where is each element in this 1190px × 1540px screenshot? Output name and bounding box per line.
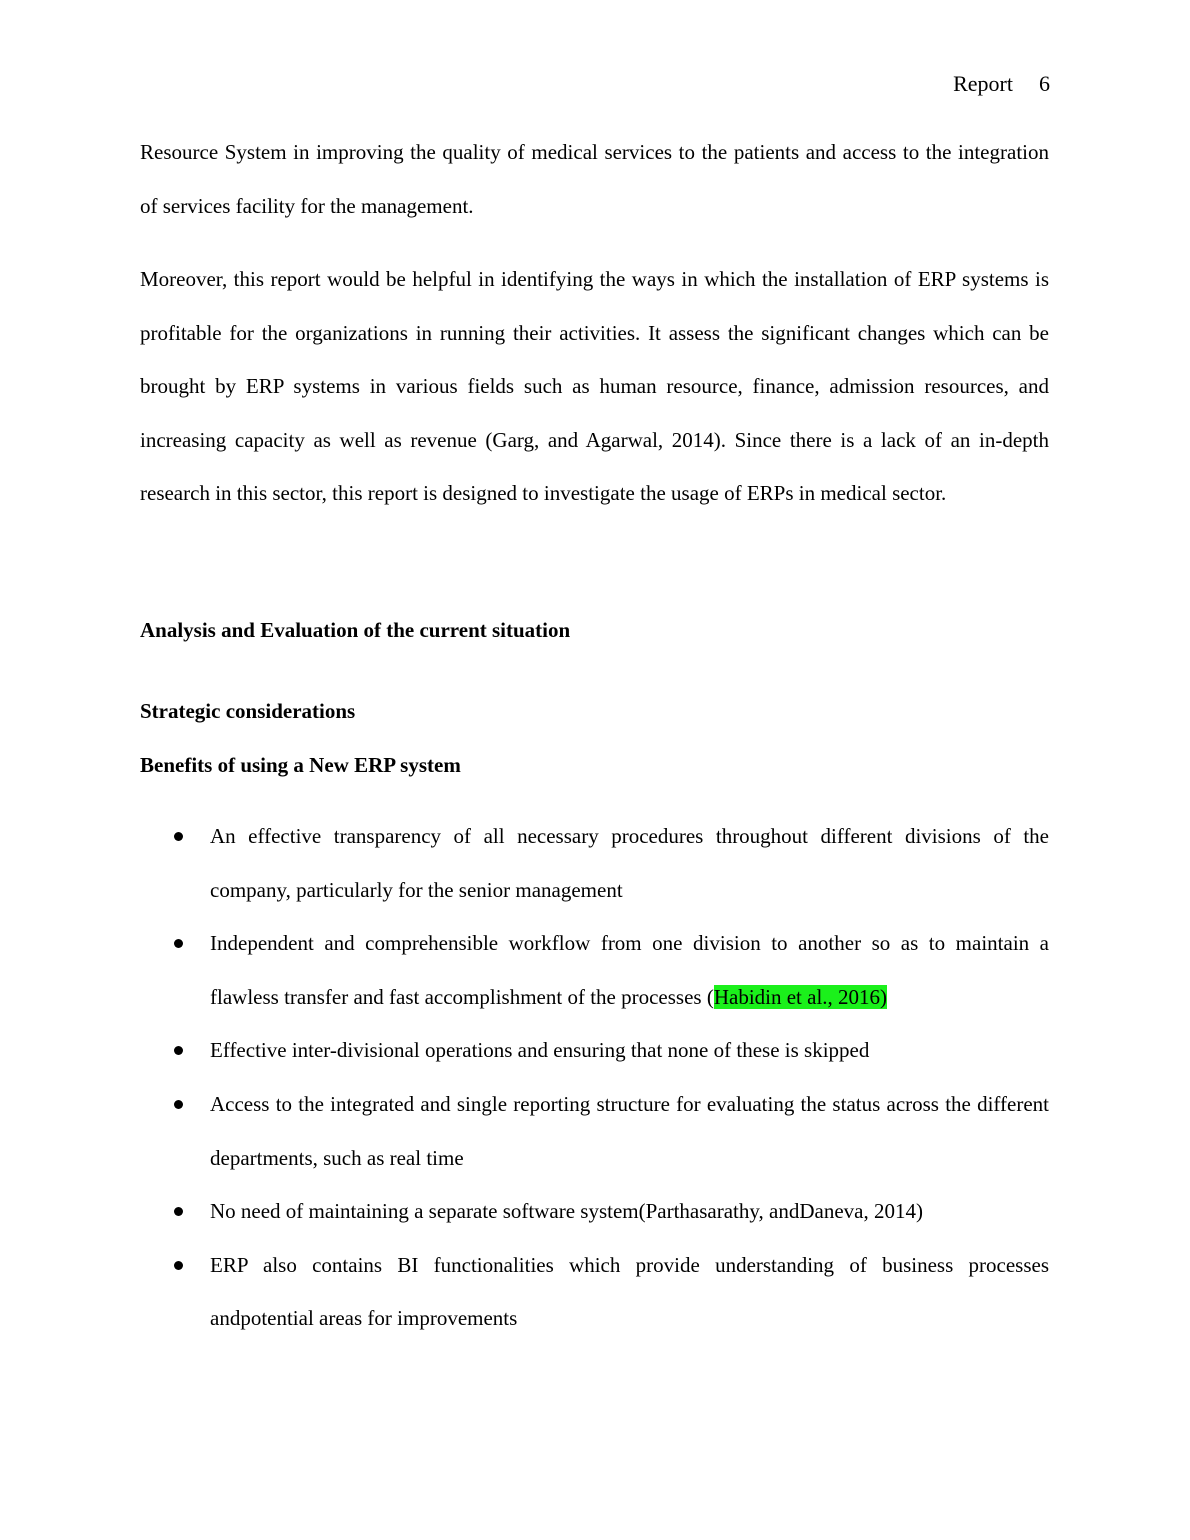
bullet-icon bbox=[174, 1100, 183, 1109]
highlighted-citation: Habidin et al., 2016) bbox=[713, 984, 888, 1009]
header-title: Report bbox=[953, 71, 1013, 96]
bullet-icon bbox=[174, 939, 183, 948]
heading-benefits: Benefits of using a New ERP system bbox=[140, 753, 461, 777]
list-item bbox=[210, 1078, 1049, 1185]
list-item-text: Independent and comprehensible workflow from one division to another so as to maintain a flawless transfer and fast accomplishment of the processes ( bbox=[210, 931, 1049, 1009]
list-item-text: Effective inter-divisional operations and ensuring that none of these is skipped bbox=[210, 1038, 870, 1063]
list-item bbox=[210, 917, 1049, 1024]
page-header bbox=[953, 70, 1050, 98]
list-item bbox=[210, 1185, 1049, 1239]
bullet-icon bbox=[174, 1207, 183, 1216]
paragraph-intro-continued: Resource System in improving the quality of medical services to the patients and access to the integration of services facility for the management. bbox=[140, 140, 1049, 218]
list-item-text: An effective transparency of all necessary procedures throughout different divisions of the company, particularly for the senior management bbox=[210, 824, 1049, 902]
benefits-list bbox=[210, 810, 1049, 1346]
list-item-text: Access to the integrated and single reporting structure for evaluating the status across the different departments, such as real time bbox=[210, 1091, 1049, 1170]
list-item bbox=[210, 1239, 1049, 1346]
bullet-icon bbox=[174, 832, 183, 841]
page-number: 6 bbox=[1039, 71, 1050, 96]
heading-strategic-considerations: Strategic considerations bbox=[140, 699, 356, 723]
bullet-icon bbox=[174, 1046, 183, 1055]
list-item bbox=[210, 1024, 1049, 1078]
bullet-icon bbox=[174, 1261, 183, 1270]
list-item bbox=[210, 810, 1049, 917]
heading-analysis: Analysis and Evaluation of the current situation bbox=[140, 618, 571, 642]
paragraph-moreover: Moreover, this report would be helpful in identifying the ways in which the installation of ERP systems is profitable for the organizations in running their activities. It assess the significant changes which can be brought by ERP systems in various fields such as human resource, finance, admission resources, and increasing capacity as well as revenue (Garg, and Agarwal, 2014). Since there is a lack of an in-depth research in this sector, this report is designed to investigate the usage of ERPs in medical sector. bbox=[140, 267, 1049, 506]
list-item-text: No need of maintaining a separate software system(Parthasarathy, andDaneva, 2014) bbox=[210, 1199, 923, 1224]
list-item-text: ERP also contains BI functionalities which provide understanding of business processes andpotential areas for improvements bbox=[210, 1252, 1049, 1331]
